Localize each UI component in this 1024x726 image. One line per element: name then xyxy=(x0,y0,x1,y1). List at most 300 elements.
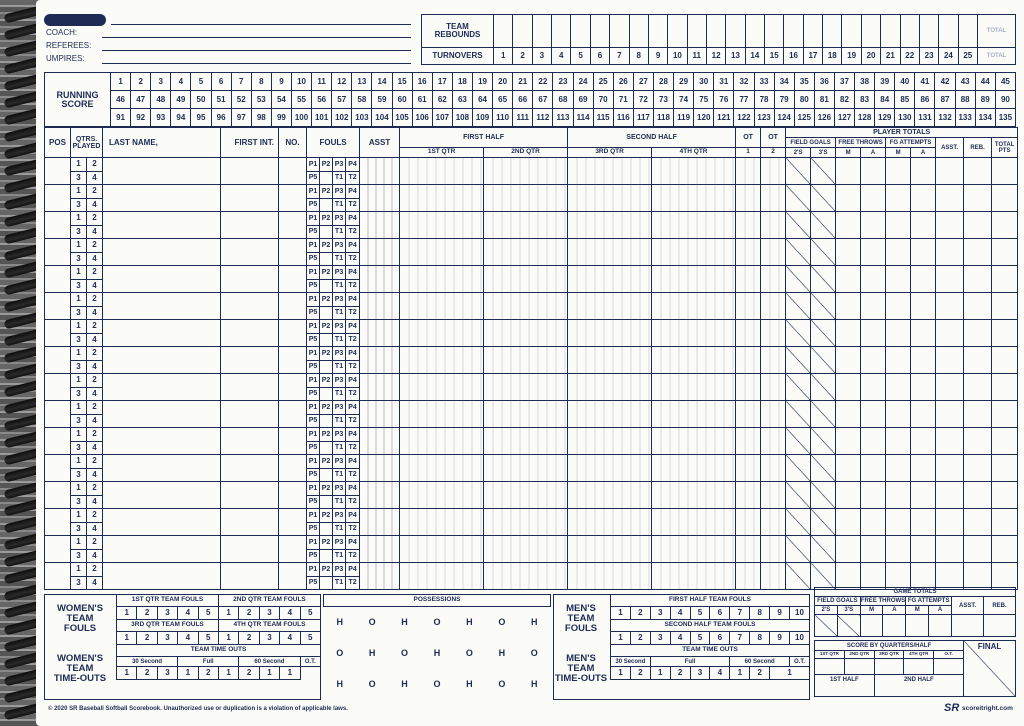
pos-cell[interactable] xyxy=(45,563,71,590)
pos-cell[interactable] xyxy=(45,509,71,536)
foul-box[interactable]: T2 xyxy=(346,333,360,347)
ot-scoring-cell[interactable] xyxy=(736,428,761,455)
turnover-box[interactable]: 25 xyxy=(958,48,977,65)
total-cell[interactable] xyxy=(861,320,886,347)
running-score-box[interactable]: 83 xyxy=(855,91,875,109)
running-score-box[interactable]: 28 xyxy=(653,73,673,91)
running-score-box[interactable]: 23 xyxy=(553,73,573,91)
foul-box[interactable]: P5 xyxy=(307,333,320,347)
team-foul-box[interactable]: 2 xyxy=(137,607,157,620)
assist-cell[interactable] xyxy=(360,536,400,563)
quarter-scoring-cell[interactable] xyxy=(400,266,484,293)
qtr-played-box[interactable]: 3 xyxy=(71,441,87,455)
running-score-box[interactable]: 9 xyxy=(271,73,291,91)
foul-box[interactable]: T1 xyxy=(333,279,346,293)
quarter-scoring-cell[interactable] xyxy=(484,293,568,320)
total-cell[interactable] xyxy=(964,482,992,509)
quarter-scoring-cell[interactable] xyxy=(484,428,568,455)
assist-cell[interactable] xyxy=(360,374,400,401)
total-cell[interactable] xyxy=(886,536,911,563)
running-score-box[interactable]: 31 xyxy=(714,73,734,91)
last-name-cell[interactable] xyxy=(103,158,221,185)
total-cell[interactable] xyxy=(886,158,911,185)
total-cell[interactable] xyxy=(836,428,861,455)
total-cell[interactable] xyxy=(964,401,992,428)
foul-box[interactable]: P1 xyxy=(307,563,320,577)
field-goal-cell[interactable] xyxy=(786,563,811,590)
quarter-scoring-cell[interactable] xyxy=(568,374,652,401)
quarter-scoring-cell[interactable] xyxy=(568,293,652,320)
qtr-played-box[interactable]: 2 xyxy=(87,509,103,523)
turnover-box[interactable]: 24 xyxy=(939,48,958,65)
number-cell[interactable] xyxy=(279,320,307,347)
foul-box[interactable]: P3 xyxy=(333,563,346,577)
total-cell[interactable] xyxy=(861,401,886,428)
umpires-line[interactable] xyxy=(102,63,411,64)
team-foul-box[interactable]: 2 xyxy=(630,632,650,645)
timeout-box[interactable]: 2 xyxy=(750,667,770,680)
total-cell[interactable] xyxy=(836,482,861,509)
foul-box[interactable]: T2 xyxy=(346,387,360,401)
qtr-played-box[interactable]: 1 xyxy=(71,185,87,199)
running-score-box[interactable]: 71 xyxy=(613,91,633,109)
running-score-box[interactable]: 37 xyxy=(834,73,854,91)
turnover-box[interactable]: 2 xyxy=(513,48,532,65)
running-score-box[interactable]: 34 xyxy=(774,73,794,91)
total-cell[interactable] xyxy=(936,482,964,509)
running-score-box[interactable]: 21 xyxy=(513,73,533,91)
running-score-box[interactable]: 61 xyxy=(412,91,432,109)
total-cell[interactable] xyxy=(886,239,911,266)
assist-cell[interactable] xyxy=(360,266,400,293)
team-foul-box[interactable]: 3 xyxy=(157,632,177,645)
qtr-played-box[interactable]: 3 xyxy=(71,360,87,374)
total-cell[interactable] xyxy=(964,212,992,239)
quarter-scoring-cell[interactable] xyxy=(400,455,484,482)
total-cell[interactable] xyxy=(936,374,964,401)
field-goal-cell[interactable] xyxy=(811,158,836,185)
foul-box[interactable]: P1 xyxy=(307,293,320,307)
total-cell[interactable] xyxy=(861,185,886,212)
running-score-box[interactable]: 106 xyxy=(412,109,432,127)
foul-box[interactable]: T2 xyxy=(346,495,360,509)
first-int-cell[interactable] xyxy=(221,212,279,239)
total-cell[interactable] xyxy=(861,212,886,239)
possession-arrow[interactable]: O xyxy=(433,616,441,627)
running-score-box[interactable]: 76 xyxy=(714,91,734,109)
running-score-box[interactable]: 96 xyxy=(211,109,231,127)
last-name-cell[interactable] xyxy=(103,212,221,239)
first-int-cell[interactable] xyxy=(221,185,279,212)
total-cell[interactable] xyxy=(992,347,1018,374)
running-score-box[interactable]: 33 xyxy=(754,73,774,91)
running-score-box[interactable]: 47 xyxy=(131,91,151,109)
quarter-scoring-cell[interactable] xyxy=(400,212,484,239)
quarter-scoring-cell[interactable] xyxy=(568,185,652,212)
field-goal-cell[interactable] xyxy=(786,239,811,266)
qtr-played-box[interactable]: 2 xyxy=(87,536,103,550)
qtr-played-box[interactable]: 2 xyxy=(87,563,103,577)
total-cell[interactable] xyxy=(936,455,964,482)
total-cell[interactable] xyxy=(911,563,936,590)
total-cell[interactable] xyxy=(911,509,936,536)
foul-box[interactable]: T1 xyxy=(333,549,346,563)
qtr-played-box[interactable]: 4 xyxy=(87,576,103,590)
foul-box[interactable]: P2 xyxy=(320,158,333,172)
foul-box[interactable]: P4 xyxy=(346,563,360,577)
foul-box[interactable]: P3 xyxy=(333,428,346,442)
total-cell[interactable] xyxy=(964,158,992,185)
ot-scoring-cell[interactable] xyxy=(736,347,761,374)
total-cell[interactable] xyxy=(992,482,1018,509)
running-score-box[interactable]: 40 xyxy=(895,73,915,91)
qtr-played-box[interactable]: 3 xyxy=(71,387,87,401)
foul-box[interactable]: P4 xyxy=(346,293,360,307)
first-int-cell[interactable] xyxy=(221,347,279,374)
running-score-box[interactable]: 113 xyxy=(553,109,573,127)
ot-scoring-cell[interactable] xyxy=(761,347,786,374)
running-score-box[interactable]: 114 xyxy=(573,109,593,127)
total-cell[interactable] xyxy=(964,185,992,212)
quarter-scoring-cell[interactable] xyxy=(400,482,484,509)
total-cell[interactable] xyxy=(964,509,992,536)
running-score-box[interactable]: 123 xyxy=(754,109,774,127)
quarter-scoring-cell[interactable] xyxy=(400,347,484,374)
running-score-box[interactable]: 5 xyxy=(191,73,211,91)
foul-box[interactable]: P3 xyxy=(333,212,346,226)
team-foul-box[interactable]: 2 xyxy=(137,632,157,645)
foul-box[interactable]: P1 xyxy=(307,185,320,199)
total-cell[interactable] xyxy=(861,293,886,320)
foul-box[interactable]: P3 xyxy=(333,374,346,388)
running-score-box[interactable]: 48 xyxy=(151,91,171,109)
total-cell[interactable] xyxy=(836,455,861,482)
timeout-box[interactable]: 1 xyxy=(611,667,631,680)
total-cell[interactable] xyxy=(861,455,886,482)
total-cell[interactable] xyxy=(964,536,992,563)
total-cell[interactable] xyxy=(964,455,992,482)
foul-box[interactable]: P3 xyxy=(333,266,346,280)
qtr-played-box[interactable]: 4 xyxy=(87,441,103,455)
foul-box[interactable]: P1 xyxy=(307,509,320,523)
team-foul-box[interactable]: 1 xyxy=(611,607,631,620)
assist-cell[interactable] xyxy=(360,185,400,212)
quarter-scoring-cell[interactable] xyxy=(484,212,568,239)
quarter-scoring-cell[interactable] xyxy=(568,428,652,455)
running-score-box[interactable]: 43 xyxy=(955,73,975,91)
running-score-box[interactable]: 62 xyxy=(432,91,452,109)
running-score-box[interactable]: 11 xyxy=(312,73,332,91)
running-score-box[interactable]: 87 xyxy=(935,91,955,109)
timeout-box[interactable]: 2 xyxy=(198,667,218,680)
quarter-scoring-cell[interactable] xyxy=(484,563,568,590)
ot-scoring-cell[interactable] xyxy=(761,482,786,509)
total-cell[interactable] xyxy=(861,482,886,509)
team-foul-box[interactable]: 1 xyxy=(117,607,137,620)
foul-box[interactable]: T2 xyxy=(346,171,360,185)
running-score-box[interactable]: 69 xyxy=(573,91,593,109)
foul-box[interactable]: P5 xyxy=(307,387,320,401)
qtr-played-box[interactable]: 1 xyxy=(71,347,87,361)
running-score-box[interactable]: 53 xyxy=(251,91,271,109)
total-cell[interactable] xyxy=(886,401,911,428)
number-cell[interactable] xyxy=(279,293,307,320)
total-cell[interactable] xyxy=(992,320,1018,347)
qtr-played-box[interactable]: 3 xyxy=(71,171,87,185)
possession-arrow[interactable]: H xyxy=(531,679,538,689)
ot-scoring-cell[interactable] xyxy=(736,455,761,482)
assist-cell[interactable] xyxy=(360,158,400,185)
running-score-box[interactable]: 27 xyxy=(633,73,653,91)
last-name-cell[interactable] xyxy=(103,266,221,293)
running-score-box[interactable]: 70 xyxy=(593,91,613,109)
running-score-box[interactable]: 110 xyxy=(493,109,513,127)
total-cell[interactable] xyxy=(911,482,936,509)
last-name-cell[interactable] xyxy=(103,185,221,212)
foul-box[interactable]: P1 xyxy=(307,212,320,226)
quarter-scoring-cell[interactable] xyxy=(484,239,568,266)
running-score-box[interactable]: 14 xyxy=(372,73,392,91)
quarter-scoring-cell[interactable] xyxy=(484,158,568,185)
qtr-played-box[interactable]: 1 xyxy=(71,401,87,415)
ot-scoring-cell[interactable] xyxy=(761,374,786,401)
pos-cell[interactable] xyxy=(45,374,71,401)
quarter-scoring-cell[interactable] xyxy=(652,239,736,266)
last-name-cell[interactable] xyxy=(103,482,221,509)
foul-box[interactable]: P3 xyxy=(333,401,346,415)
turnover-box[interactable]: 15 xyxy=(765,48,784,65)
running-score-box[interactable]: 65 xyxy=(493,91,513,109)
qtr-played-box[interactable]: 4 xyxy=(87,225,103,239)
running-score-box[interactable]: 88 xyxy=(955,91,975,109)
foul-box[interactable]: P4 xyxy=(346,401,360,415)
total-cell[interactable] xyxy=(964,293,992,320)
total-cell[interactable] xyxy=(836,401,861,428)
running-score-box[interactable]: 15 xyxy=(392,73,412,91)
total-cell[interactable] xyxy=(992,185,1018,212)
foul-box[interactable]: P3 xyxy=(333,185,346,199)
running-score-box[interactable]: 85 xyxy=(895,91,915,109)
quarter-scoring-cell[interactable] xyxy=(400,509,484,536)
total-cell[interactable] xyxy=(964,239,992,266)
referees-line[interactable] xyxy=(102,50,411,51)
foul-box[interactable]: P1 xyxy=(307,266,320,280)
running-score-box[interactable]: 101 xyxy=(312,109,332,127)
foul-box[interactable]: P2 xyxy=(320,212,333,226)
timeout-box[interactable]: 3 xyxy=(157,667,177,680)
team-foul-box[interactable]: 1 xyxy=(611,632,631,645)
foul-box[interactable]: P2 xyxy=(320,347,333,361)
qtr-played-box[interactable]: 4 xyxy=(87,468,103,482)
running-score-box[interactable]: 22 xyxy=(533,73,553,91)
pos-cell[interactable] xyxy=(45,401,71,428)
total-cell[interactable] xyxy=(911,320,936,347)
first-int-cell[interactable] xyxy=(221,320,279,347)
ot-scoring-cell[interactable] xyxy=(736,212,761,239)
running-score-box[interactable]: 108 xyxy=(452,109,472,127)
pos-cell[interactable] xyxy=(45,158,71,185)
assist-cell[interactable] xyxy=(360,239,400,266)
possession-arrow[interactable]: H xyxy=(336,616,343,627)
total-cell[interactable] xyxy=(911,374,936,401)
running-score-box[interactable]: 128 xyxy=(855,109,875,127)
foul-box[interactable]: P5 xyxy=(307,171,320,185)
coach-line[interactable] xyxy=(102,37,411,38)
total-cell[interactable] xyxy=(886,563,911,590)
pos-cell[interactable] xyxy=(45,239,71,266)
qtr-played-box[interactable]: 4 xyxy=(87,495,103,509)
turnover-box[interactable]: 7 xyxy=(610,48,629,65)
quarter-scoring-cell[interactable] xyxy=(568,212,652,239)
foul-box[interactable]: T1 xyxy=(333,522,346,536)
field-goal-cell[interactable] xyxy=(811,239,836,266)
quarter-scoring-cell[interactable] xyxy=(568,509,652,536)
turnover-box[interactable]: 11 xyxy=(687,48,706,65)
total-cell[interactable] xyxy=(992,293,1018,320)
quarter-scoring-cell[interactable] xyxy=(484,374,568,401)
field-goal-cell[interactable] xyxy=(811,455,836,482)
qtr-played-box[interactable]: 3 xyxy=(71,333,87,347)
foul-box[interactable]: T1 xyxy=(333,252,346,266)
total-cell[interactable] xyxy=(936,185,964,212)
number-cell[interactable] xyxy=(279,185,307,212)
possession-arrow[interactable]: H xyxy=(401,616,408,627)
pos-cell[interactable] xyxy=(45,482,71,509)
qtr-played-box[interactable]: 1 xyxy=(71,428,87,442)
running-score-box[interactable]: 42 xyxy=(935,73,955,91)
running-score-box[interactable]: 107 xyxy=(432,109,452,127)
turnover-box[interactable]: 13 xyxy=(726,48,745,65)
foul-box[interactable]: P5 xyxy=(307,414,320,428)
ot-scoring-cell[interactable] xyxy=(761,455,786,482)
running-score-box[interactable]: 125 xyxy=(794,109,814,127)
quarter-scoring-cell[interactable] xyxy=(484,455,568,482)
foul-box[interactable]: P3 xyxy=(333,347,346,361)
quarter-scoring-cell[interactable] xyxy=(652,401,736,428)
running-score-box[interactable]: 38 xyxy=(855,73,875,91)
running-score-box[interactable]: 24 xyxy=(573,73,593,91)
qtr-played-box[interactable]: 3 xyxy=(71,522,87,536)
running-score-box[interactable]: 80 xyxy=(794,91,814,109)
foul-box[interactable]: P2 xyxy=(320,293,333,307)
total-cell[interactable] xyxy=(992,239,1018,266)
running-score-box[interactable]: 67 xyxy=(533,91,553,109)
team-foul-box[interactable]: 4 xyxy=(178,607,198,620)
field-goal-cell[interactable] xyxy=(811,509,836,536)
possession-arrow[interactable]: H xyxy=(336,679,343,689)
team-foul-box[interactable]: 10 xyxy=(790,632,810,645)
quarter-scoring-cell[interactable] xyxy=(400,293,484,320)
team-foul-box[interactable]: 3 xyxy=(259,607,279,620)
running-score-box[interactable]: 112 xyxy=(533,109,553,127)
number-cell[interactable] xyxy=(279,428,307,455)
field-goal-cell[interactable] xyxy=(786,320,811,347)
running-score-box[interactable]: 115 xyxy=(593,109,613,127)
possession-arrow[interactable]: H xyxy=(498,647,506,658)
total-cell[interactable] xyxy=(836,563,861,590)
assist-cell[interactable] xyxy=(360,455,400,482)
quarter-scoring-cell[interactable] xyxy=(484,185,568,212)
first-int-cell[interactable] xyxy=(221,536,279,563)
ot-scoring-cell[interactable] xyxy=(761,212,786,239)
quarter-scoring-cell[interactable] xyxy=(652,266,736,293)
assist-cell[interactable] xyxy=(360,428,400,455)
assist-cell[interactable] xyxy=(360,347,400,374)
running-score-box[interactable]: 100 xyxy=(291,109,311,127)
foul-box[interactable]: P1 xyxy=(307,455,320,469)
possession-arrow[interactable]: O xyxy=(336,647,344,658)
foul-box[interactable]: P5 xyxy=(307,441,320,455)
field-goal-cell[interactable] xyxy=(811,482,836,509)
foul-box[interactable]: P5 xyxy=(307,549,320,563)
running-score-box[interactable]: 13 xyxy=(352,73,372,91)
qtr-played-box[interactable]: 2 xyxy=(87,320,103,334)
running-score-box[interactable]: 102 xyxy=(332,109,352,127)
qtr-played-box[interactable]: 1 xyxy=(71,563,87,577)
number-cell[interactable] xyxy=(279,536,307,563)
total-cell[interactable] xyxy=(936,266,964,293)
running-score-box[interactable]: 46 xyxy=(111,91,131,109)
total-cell[interactable] xyxy=(911,158,936,185)
running-score-box[interactable]: 94 xyxy=(171,109,191,127)
field-goal-cell[interactable] xyxy=(786,509,811,536)
running-score-box[interactable]: 66 xyxy=(513,91,533,109)
first-int-cell[interactable] xyxy=(221,293,279,320)
qtr-played-box[interactable]: 3 xyxy=(71,414,87,428)
running-score-box[interactable]: 121 xyxy=(714,109,734,127)
foul-box[interactable]: P1 xyxy=(307,158,320,172)
foul-box[interactable]: T2 xyxy=(346,360,360,374)
number-cell[interactable] xyxy=(279,563,307,590)
qtr-played-box[interactable]: 3 xyxy=(71,225,87,239)
running-score-box[interactable]: 12 xyxy=(332,73,352,91)
pos-cell[interactable] xyxy=(45,455,71,482)
total-cell[interactable] xyxy=(836,374,861,401)
pos-cell[interactable] xyxy=(45,536,71,563)
ot-scoring-cell[interactable] xyxy=(761,428,786,455)
qtr-played-box[interactable]: 2 xyxy=(87,482,103,496)
total-cell[interactable] xyxy=(836,293,861,320)
running-score-box[interactable]: 130 xyxy=(895,109,915,127)
foul-box[interactable]: P2 xyxy=(320,266,333,280)
timeout-box[interactable]: 1 xyxy=(117,667,137,680)
quarter-scoring-cell[interactable] xyxy=(568,347,652,374)
running-score-box[interactable]: 89 xyxy=(975,91,995,109)
running-score-box[interactable]: 41 xyxy=(915,73,935,91)
qtr-played-box[interactable]: 4 xyxy=(87,522,103,536)
foul-box[interactable]: P1 xyxy=(307,347,320,361)
turnover-box[interactable]: 19 xyxy=(842,48,861,65)
total-cell[interactable] xyxy=(911,401,936,428)
team-foul-box[interactable]: 7 xyxy=(730,607,750,620)
turnovers-total[interactable]: TOTAL xyxy=(978,48,1016,65)
quarter-scoring-cell[interactable] xyxy=(484,401,568,428)
foul-box[interactable]: T2 xyxy=(346,468,360,482)
qtr-played-box[interactable]: 1 xyxy=(71,239,87,253)
possession-arrow[interactable]: O xyxy=(368,679,376,689)
running-score-box[interactable]: 122 xyxy=(734,109,754,127)
quarter-scoring-cell[interactable] xyxy=(652,509,736,536)
running-score-box[interactable]: 74 xyxy=(674,91,694,109)
foul-box[interactable]: T2 xyxy=(346,198,360,212)
pos-cell[interactable] xyxy=(45,212,71,239)
qtr-played-box[interactable]: 4 xyxy=(87,333,103,347)
quarter-scoring-cell[interactable] xyxy=(652,347,736,374)
ot-scoring-cell[interactable] xyxy=(761,158,786,185)
total-cell[interactable] xyxy=(911,347,936,374)
field-goal-cell[interactable] xyxy=(786,401,811,428)
running-score-box[interactable]: 77 xyxy=(734,91,754,109)
